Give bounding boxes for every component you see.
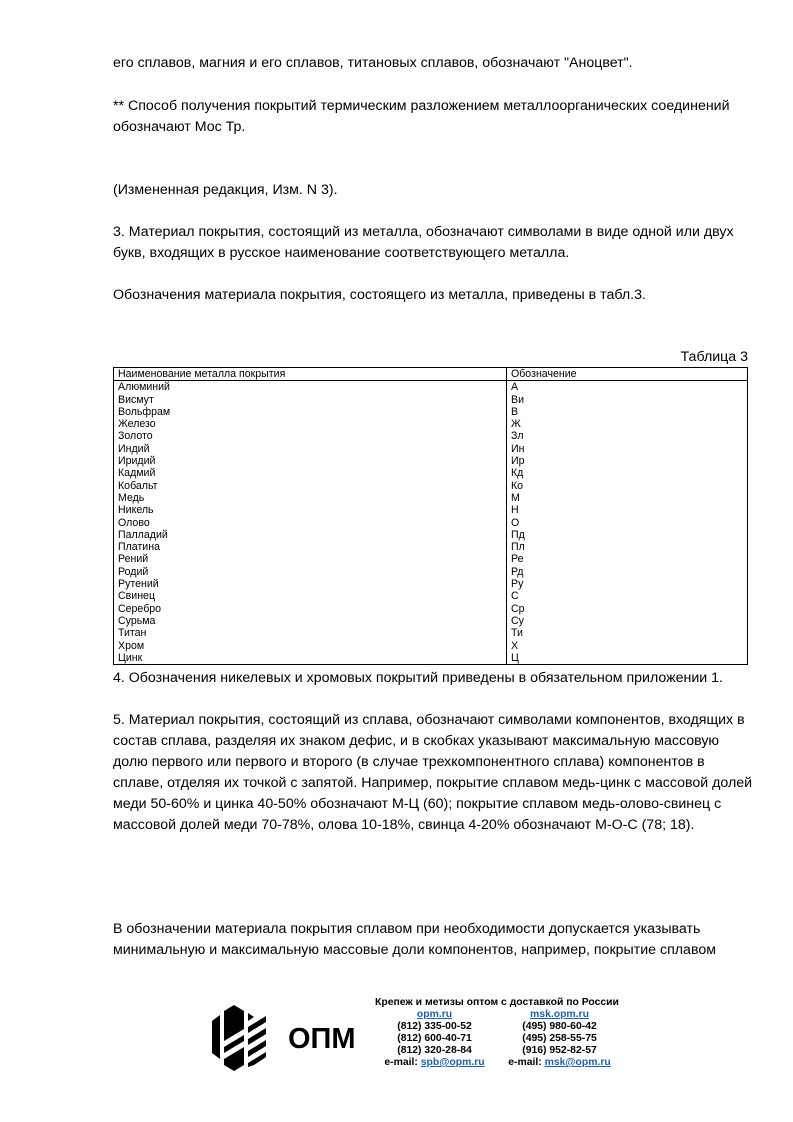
table-caption: Таблица 3 [680, 349, 748, 365]
metal-designation: Ин [511, 442, 525, 455]
metal-name: Рений [114, 553, 507, 565]
metal-name: Титан [114, 627, 507, 639]
table-row [114, 492, 748, 504]
metal-name: Сурьма [114, 615, 507, 627]
metal-designation: Ко [511, 479, 524, 492]
opm-logo-icon [210, 1001, 360, 1076]
metal-name: Кадмий [114, 467, 507, 479]
metal-designation: Ир [511, 455, 525, 468]
metal-designation: Рд [511, 565, 524, 578]
svg-text:ОПМ: ОПМ [288, 1023, 356, 1055]
table-row [114, 566, 748, 578]
table-row [114, 640, 748, 652]
metal-designation: Ре [511, 553, 524, 566]
phone: (812) 320-28-84 [397, 1045, 472, 1056]
metal-designation: Ц [511, 651, 519, 664]
table-row [114, 418, 748, 430]
metal-designation-table [113, 367, 748, 665]
paragraph-table-ref: Обозначения материала покрытия, состоящего из металла, приведены в табл.3. [113, 287, 646, 303]
table-row [114, 603, 748, 615]
table-row [114, 627, 748, 639]
metal-name: Свинец [114, 590, 507, 602]
email-label: e-mail: [384, 1057, 418, 1068]
metal-designation: Н [511, 504, 519, 517]
metal-name: Хром [114, 640, 507, 652]
metal-designation: Пд [511, 528, 525, 541]
metal-name: Серебро [114, 603, 507, 615]
email-link-msk[interactable]: msk@opm.ru [544, 1057, 611, 1068]
metal-designation: В [511, 405, 519, 418]
metal-designation: Кд [511, 467, 524, 480]
metal-name: Иридий [114, 455, 507, 467]
metal-designation: М [511, 491, 520, 504]
footnote-mos-tr: ** Способ получения покрытий термическим разложением металлоорганических соединений обозначают Мос Тр. [113, 98, 730, 135]
header-designation: Обозначение [507, 368, 748, 381]
table-row [114, 504, 748, 516]
metal-name: Родий [114, 566, 507, 578]
metal-designation: С [511, 590, 519, 603]
footer-contacts [372, 997, 622, 1069]
metal-name: Цинк [114, 652, 507, 665]
table-row [114, 480, 748, 492]
table-row [114, 406, 748, 418]
paragraph-3: 3. Материал покрытия, состоящий из металла, обозначают символами в виде одной или двух букв, входящих в русское наименование соответствующего металла. [113, 224, 734, 261]
metal-name: Индий [114, 443, 507, 455]
spb-contacts [372, 1009, 497, 1069]
amendment-note: (Измененная редакция, Изм. N 3). [113, 182, 338, 198]
table-row [114, 590, 748, 602]
phone: (812) 600-40-71 [397, 1033, 472, 1044]
paragraph-anocvet: его сплавов, магния и его сплавов, титановых сплавов, обозначают "Аноцвет". [113, 55, 633, 71]
metal-designation: Ти [511, 627, 523, 640]
table-row [114, 381, 748, 394]
phone: (495) 258-55-75 [522, 1033, 597, 1044]
table-row [114, 652, 748, 665]
metal-name: Алюминий [114, 381, 507, 394]
metal-designation: Х [511, 639, 519, 652]
table-row [114, 443, 748, 455]
metal-designation: Зл [511, 430, 524, 443]
metal-name: Олово [114, 517, 507, 529]
paragraph-5: 5. Материал покрытия, состоящий из сплава, обозначают символами компонентов, входящих в состав сплава, разделяя их знаком дефис, и в скобках указывают максимальную массовую долю первого или первого и второго (в случае трехкомпонентного сплава) компонентов в сплаве, отделяя их точкой с запятой. Например, покрытие сплавом медь-цинк с массовой долей меди 50-60% и цинка 40-50% обозначают М-Ц (60); покрытие сплавом медь-олово-свинец с массовой долей меди 70-78%, олова 10-18%, свинца 4-20% обозначают М-О-С (78; 18). [113, 712, 753, 833]
metal-designation: Ви [511, 393, 524, 406]
table-row [114, 394, 748, 406]
table-row [114, 455, 748, 467]
table-row [114, 541, 748, 553]
metal-name: Висмут [114, 394, 507, 406]
table-row [114, 615, 748, 627]
metal-name: Платина [114, 541, 507, 553]
paragraph-4: 4. Обозначения никелевых и хромовых покрытий приведены в обязательном приложении 1. [113, 670, 723, 686]
footer-tagline: Крепеж и метизы оптом с доставкой по России [375, 997, 619, 1008]
site-link-msk[interactable]: msk.opm.ru [530, 1009, 589, 1020]
phone: (495) 980-60-42 [522, 1021, 597, 1032]
metal-name: Никель [114, 504, 507, 516]
metal-designation: Пл [511, 541, 525, 554]
metal-designation: О [511, 516, 520, 529]
phone: (812) 335-00-52 [397, 1021, 472, 1032]
msk-contacts [497, 1009, 622, 1069]
metal-name: Кобальт [114, 480, 507, 492]
metal-name: Железо [114, 418, 507, 430]
table-row [114, 430, 748, 442]
site-link-opm[interactable]: opm.ru [416, 1009, 453, 1020]
header-metal-name: Наименование металла покрытия [114, 368, 507, 381]
metal-name: Палладий [114, 529, 507, 541]
table-row [114, 529, 748, 541]
email-label: e-mail: [508, 1057, 542, 1068]
metal-designation: А [511, 381, 519, 394]
phone: (916) 952-82-57 [522, 1045, 597, 1056]
table-row [114, 553, 748, 565]
metal-name: Вольфрам [114, 406, 507, 418]
metal-designation: Ру [511, 578, 524, 591]
metal-name: Золото [114, 430, 507, 442]
email-link-spb[interactable]: spb@opm.ru [420, 1057, 485, 1068]
metal-name: Рутений [114, 578, 507, 590]
metal-name: Медь [114, 492, 507, 504]
table-row [114, 578, 748, 590]
opm-logo [210, 1001, 360, 1076]
metal-designation: Ср [511, 602, 525, 615]
metal-designation: Су [511, 614, 524, 627]
table-row [114, 467, 748, 479]
metal-designation: Ж [511, 418, 521, 431]
paragraph-alloy-range: В обозначении материала покрытия сплавом при необходимости допускается указывать минимальную и максимальную массовые доли компонентов, например, покрытие сплавом [113, 921, 716, 958]
table-header-row [114, 368, 748, 381]
table-row [114, 517, 748, 529]
